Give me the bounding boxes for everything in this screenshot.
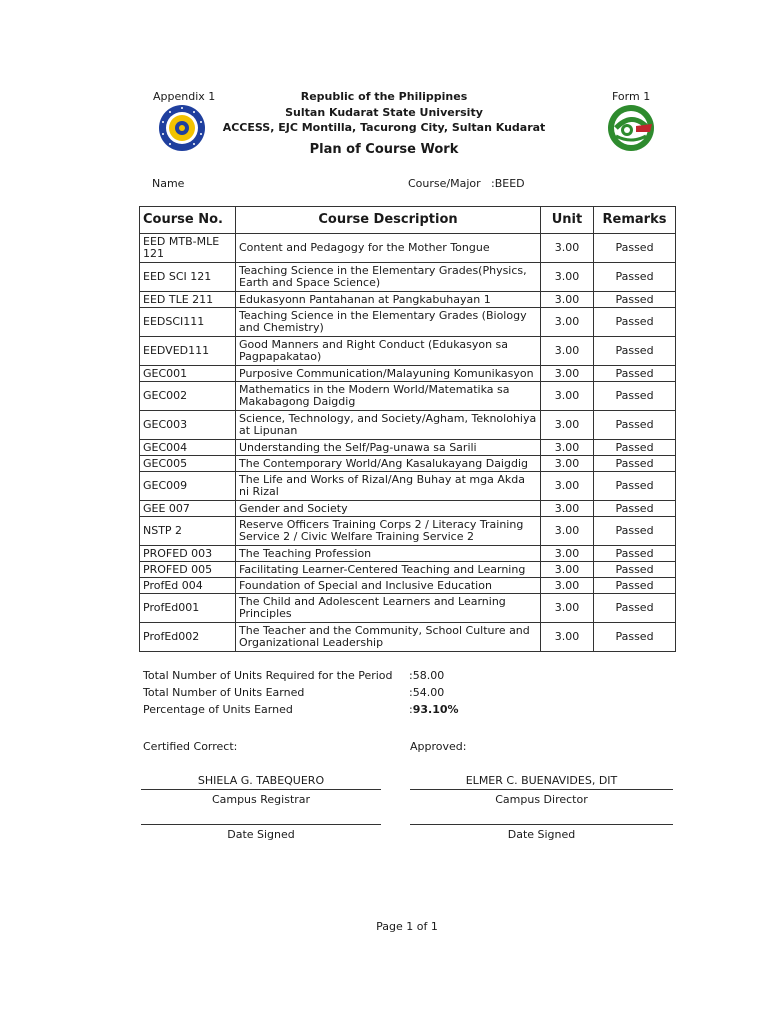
course-description: Content and Pedagogy for the Mother Tongue — [236, 234, 541, 263]
director-date-label: Date Signed — [507, 828, 576, 841]
course-no: GEC003 — [140, 411, 236, 440]
course-remarks: Passed — [594, 501, 676, 517]
director-signature-line — [410, 789, 673, 790]
course-description: The Teaching Profession — [236, 546, 541, 562]
course-no: GEC009 — [140, 472, 236, 501]
table-row — [140, 623, 676, 652]
approved-label: Approved: — [410, 740, 467, 753]
course-remarks: Passed — [594, 456, 676, 472]
campus-logo-icon — [606, 104, 656, 152]
course-description: Foundation of Special and Inclusive Education — [236, 578, 541, 594]
page-number: Page 1 of 1 — [376, 920, 438, 933]
percent-colon: : — [409, 703, 413, 716]
course-remarks: Passed — [594, 366, 676, 382]
course-description: Facilitating Learner-Centered Teaching and Learning — [236, 562, 541, 578]
course-remarks: Passed — [594, 263, 676, 292]
course-no: GEC002 — [140, 382, 236, 411]
table-header-row — [140, 207, 676, 234]
course-major-label: Course/Major — [408, 177, 481, 190]
header-line-2: Sultan Kudarat State University — [285, 106, 483, 119]
units-required-value: :58.00 — [409, 669, 445, 682]
director-title: Campus Director — [495, 793, 588, 806]
course-remarks: Passed — [594, 382, 676, 411]
table-row — [140, 411, 676, 440]
course-remarks: Passed — [594, 623, 676, 652]
course-no: ProfEd002 — [140, 623, 236, 652]
course-unit: 3.00 — [541, 546, 594, 562]
registrar-title: Campus Registrar — [211, 793, 311, 806]
director-date-line — [410, 824, 673, 825]
table-row — [140, 292, 676, 308]
percent-earned-label: Percentage of Units Earned — [143, 703, 293, 716]
course-unit: 3.00 — [541, 411, 594, 440]
table-row — [140, 578, 676, 594]
table-row — [140, 234, 676, 263]
course-description: The Teacher and the Community, School Culture and Organizational Leadership — [236, 623, 541, 652]
course-no: NSTP 2 — [140, 517, 236, 546]
header-remarks: Remarks — [594, 207, 676, 234]
course-unit: 3.00 — [541, 623, 594, 652]
course-no: PROFED 005 — [140, 562, 236, 578]
table-row — [140, 440, 676, 456]
course-no: EED MTB-MLE 121 — [140, 234, 236, 263]
registrar-signature-line — [141, 789, 381, 790]
course-no: PROFED 003 — [140, 546, 236, 562]
course-remarks: Passed — [594, 517, 676, 546]
course-no: GEC004 — [140, 440, 236, 456]
course-no: ProfEd 004 — [140, 578, 236, 594]
course-description: The Contemporary World/Ang Kasalukayang Daigdig — [236, 456, 541, 472]
table-row — [140, 594, 676, 623]
course-remarks: Passed — [594, 594, 676, 623]
course-description: The Child and Adolescent Learners and Learning Principles — [236, 594, 541, 623]
course-major-value: :BEED — [491, 177, 525, 190]
percent-earned-field — [409, 703, 459, 716]
course-unit: 3.00 — [541, 263, 594, 292]
certified-correct-label: Certified Correct: — [143, 740, 238, 753]
header-line-3: ACCESS, EJC Montilla, Tacurong City, Sultan Kudarat — [222, 121, 546, 134]
course-unit: 3.00 — [541, 292, 594, 308]
page-title: Plan of Course Work — [309, 142, 459, 157]
course-unit: 3.00 — [541, 594, 594, 623]
course-no: EED TLE 211 — [140, 292, 236, 308]
registrar-name: SHIELA G. TABEQUERO — [197, 774, 325, 787]
course-unit: 3.00 — [541, 578, 594, 594]
course-no: EEDVED111 — [140, 337, 236, 366]
course-description: Teaching Science in the Elementary Grades (Biology and Chemistry) — [236, 308, 541, 337]
appendix-label: Appendix 1 — [153, 90, 216, 103]
header-line-1: Republic of the Philippines — [300, 90, 468, 103]
percent-earned-value: 93.10% — [412, 703, 459, 716]
header-unit: Unit — [541, 207, 594, 234]
course-remarks: Passed — [594, 411, 676, 440]
course-description: Science, Technology, and Society/Agham, Teknolohiya at Lipunan — [236, 411, 541, 440]
table-row — [140, 337, 676, 366]
course-unit: 3.00 — [541, 501, 594, 517]
course-remarks: Passed — [594, 234, 676, 263]
units-earned-label: Total Number of Units Earned — [143, 686, 305, 699]
header-course-no: Course No. — [140, 207, 236, 234]
university-seal-icon — [158, 104, 206, 152]
course-description: Mathematics in the Modern World/Matematika sa Makabagong Daigdig — [236, 382, 541, 411]
course-description: Teaching Science in the Elementary Grades(Physics, Earth and Space Science) — [236, 263, 541, 292]
course-no: GEC005 — [140, 456, 236, 472]
course-remarks: Passed — [594, 472, 676, 501]
table-row — [140, 263, 676, 292]
course-description: Understanding the Self/Pag-unawa sa Sarili — [236, 440, 541, 456]
course-description: Reserve Officers Training Corps 2 / Literacy Training Service 2 / Civic Welfare Training Service 2 — [236, 517, 541, 546]
course-unit: 3.00 — [541, 472, 594, 501]
table-row — [140, 382, 676, 411]
course-unit: 3.00 — [541, 517, 594, 546]
course-unit: 3.00 — [541, 234, 594, 263]
course-description: Purposive Communication/Malayuning Komunikasyon — [236, 366, 541, 382]
course-unit: 3.00 — [541, 382, 594, 411]
course-remarks: Passed — [594, 546, 676, 562]
course-description: Gender and Society — [236, 501, 541, 517]
course-description: The Life and Works of Rizal/Ang Buhay at mga Akda ni Rizal — [236, 472, 541, 501]
table-row — [140, 546, 676, 562]
course-remarks: Passed — [594, 578, 676, 594]
table-row — [140, 308, 676, 337]
course-unit: 3.00 — [541, 562, 594, 578]
table-row — [140, 366, 676, 382]
course-no: GEE 007 — [140, 501, 236, 517]
course-remarks: Passed — [594, 440, 676, 456]
course-no: ProfEd001 — [140, 594, 236, 623]
name-label: Name — [152, 177, 185, 190]
course-unit: 3.00 — [541, 308, 594, 337]
course-table — [139, 206, 676, 652]
header-course-description: Course Description — [236, 207, 541, 234]
form-label: Form 1 — [612, 90, 651, 103]
table-row — [140, 517, 676, 546]
course-description: Edukasyonn Pantahanan at Pangkabuhayan 1 — [236, 292, 541, 308]
course-remarks: Passed — [594, 292, 676, 308]
course-unit: 3.00 — [541, 337, 594, 366]
course-no: EED SCI 121 — [140, 263, 236, 292]
course-remarks: Passed — [594, 337, 676, 366]
table-row — [140, 562, 676, 578]
table-row — [140, 501, 676, 517]
course-unit: 3.00 — [541, 366, 594, 382]
units-required-label: Total Number of Units Required for the Period — [143, 669, 393, 682]
course-description: Good Manners and Right Conduct (Edukasyon sa Pagpapakatao) — [236, 337, 541, 366]
table-row — [140, 472, 676, 501]
course-unit: 3.00 — [541, 456, 594, 472]
registrar-date-label: Date Signed — [227, 828, 295, 841]
course-remarks: Passed — [594, 562, 676, 578]
director-name: ELMER C. BUENAVIDES, DIT — [465, 774, 618, 787]
course-no: GEC001 — [140, 366, 236, 382]
course-no: EEDSCI111 — [140, 308, 236, 337]
course-remarks: Passed — [594, 308, 676, 337]
table-row — [140, 456, 676, 472]
units-earned-value: :54.00 — [409, 686, 445, 699]
course-unit: 3.00 — [541, 440, 594, 456]
registrar-date-line — [141, 824, 381, 825]
